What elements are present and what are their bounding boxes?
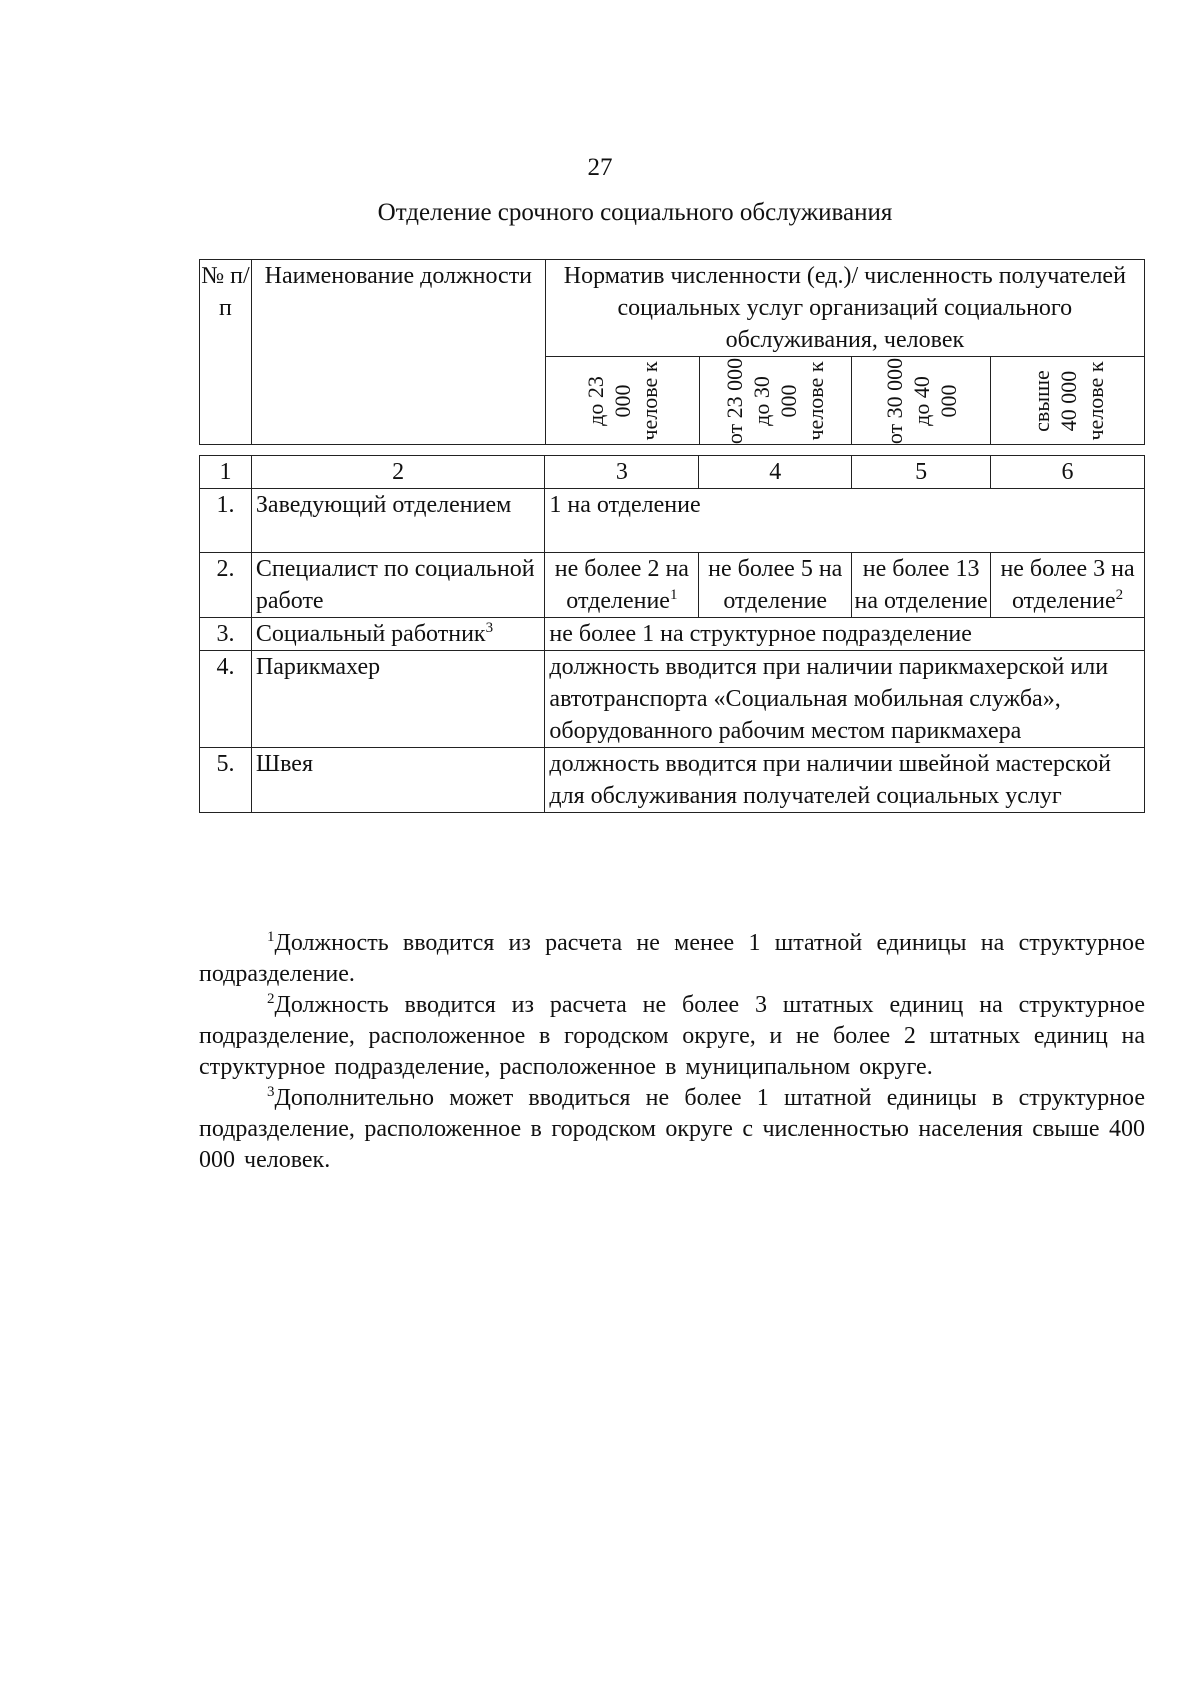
header-range-2: от 23 000 до 30 000 челове к — [699, 357, 852, 445]
staffing-table-header — [199, 259, 1145, 445]
table-row — [200, 618, 1145, 651]
position-norm: должность вводится при наличии парикмахерской или автотранспорта «Социальная мобильная служба», оборудованного рабочим местом парикмахера — [545, 651, 1145, 748]
position-name: Парикмахер — [251, 651, 545, 748]
header-position-name-column: Наименование должности — [251, 260, 545, 445]
table-row — [200, 748, 1145, 813]
position-name: Заведующий отделением — [251, 489, 545, 553]
column-number: 5 — [852, 456, 991, 489]
norm-range-2: не более 5 на отделение — [699, 553, 852, 618]
position-name: Специалист по социальной работе — [251, 553, 545, 618]
row-number: 2. — [200, 553, 252, 618]
footnotes — [199, 928, 1145, 1176]
page-title: Отделение срочного социального обслуживания — [377, 199, 893, 226]
column-number: 1 — [200, 456, 252, 489]
header-range-4: свыше 40 000 челове к — [991, 357, 1145, 445]
staffing-table-body — [199, 455, 1145, 813]
norm-range-3: не более 13 на отделение — [852, 553, 991, 618]
header-range-3: от 30 000 до 40 000 — [852, 357, 991, 445]
footnote-ref: 3 — [485, 620, 494, 636]
position-norm: 1 на отделение — [545, 489, 1145, 553]
position-name: Швея — [251, 748, 545, 813]
footnote-mark: 2 — [267, 991, 275, 1007]
column-number: 3 — [545, 456, 699, 489]
footnote-ref: 2 — [1115, 587, 1124, 603]
column-number: 2 — [251, 456, 545, 489]
header-staffing-norm-column: Норматив численности (ед.)/ численность получателей социальных услуг организаций социального обслуживания, человек — [545, 260, 1144, 357]
table-row — [200, 651, 1145, 748]
page-number: 27 — [587, 154, 613, 181]
position-norm: должность вводится при наличии швейной мастерской для обслуживания получателей социальных услуг — [545, 748, 1145, 813]
position-name: Социальный работник$^3$ — [251, 618, 545, 651]
table-numbering-row — [200, 456, 1145, 489]
row-number: 1. — [200, 489, 252, 553]
row-number: 4. — [200, 651, 252, 748]
header-number-column: № п/п — [200, 260, 252, 445]
footnote-2: $^2$Должность вводится из расчета не более 3 штатных единиц на структурное подразделение, расположенное в городском округе, и не более 2 штатных единиц на структурное подразделение, расположенное в муниципальном округе. — [199, 991, 1145, 1080]
position-norm: не более 1 на структурное подразделение — [545, 618, 1145, 651]
column-number: 4 — [699, 456, 852, 489]
row-number: 3. — [200, 618, 252, 651]
norm-range-1: не более 2 на отделение$^1$ — [545, 553, 699, 618]
norm-range-4: не более 3 на отделение$^2$ — [991, 553, 1145, 618]
footnote-mark: 3 — [267, 1084, 275, 1100]
row-number: 5. — [200, 748, 252, 813]
footnote-mark: 1 — [267, 929, 275, 945]
table-row — [200, 489, 1145, 553]
footnote-3: $^3$Дополнительно может вводиться не более 1 штатной единицы в структурное подразделение, расположенное в городском округе с численностью населения свыше 400 000 человек. — [199, 1084, 1145, 1173]
footnote-ref: 1 — [669, 587, 678, 603]
column-number: 6 — [991, 456, 1145, 489]
table-row — [200, 553, 1145, 618]
footnote-1: $^1$Должность вводится из расчета не менее 1 штатной единицы на структурное подразделение. — [199, 929, 1145, 987]
header-range-1: до 23 000 челове к — [545, 357, 699, 445]
